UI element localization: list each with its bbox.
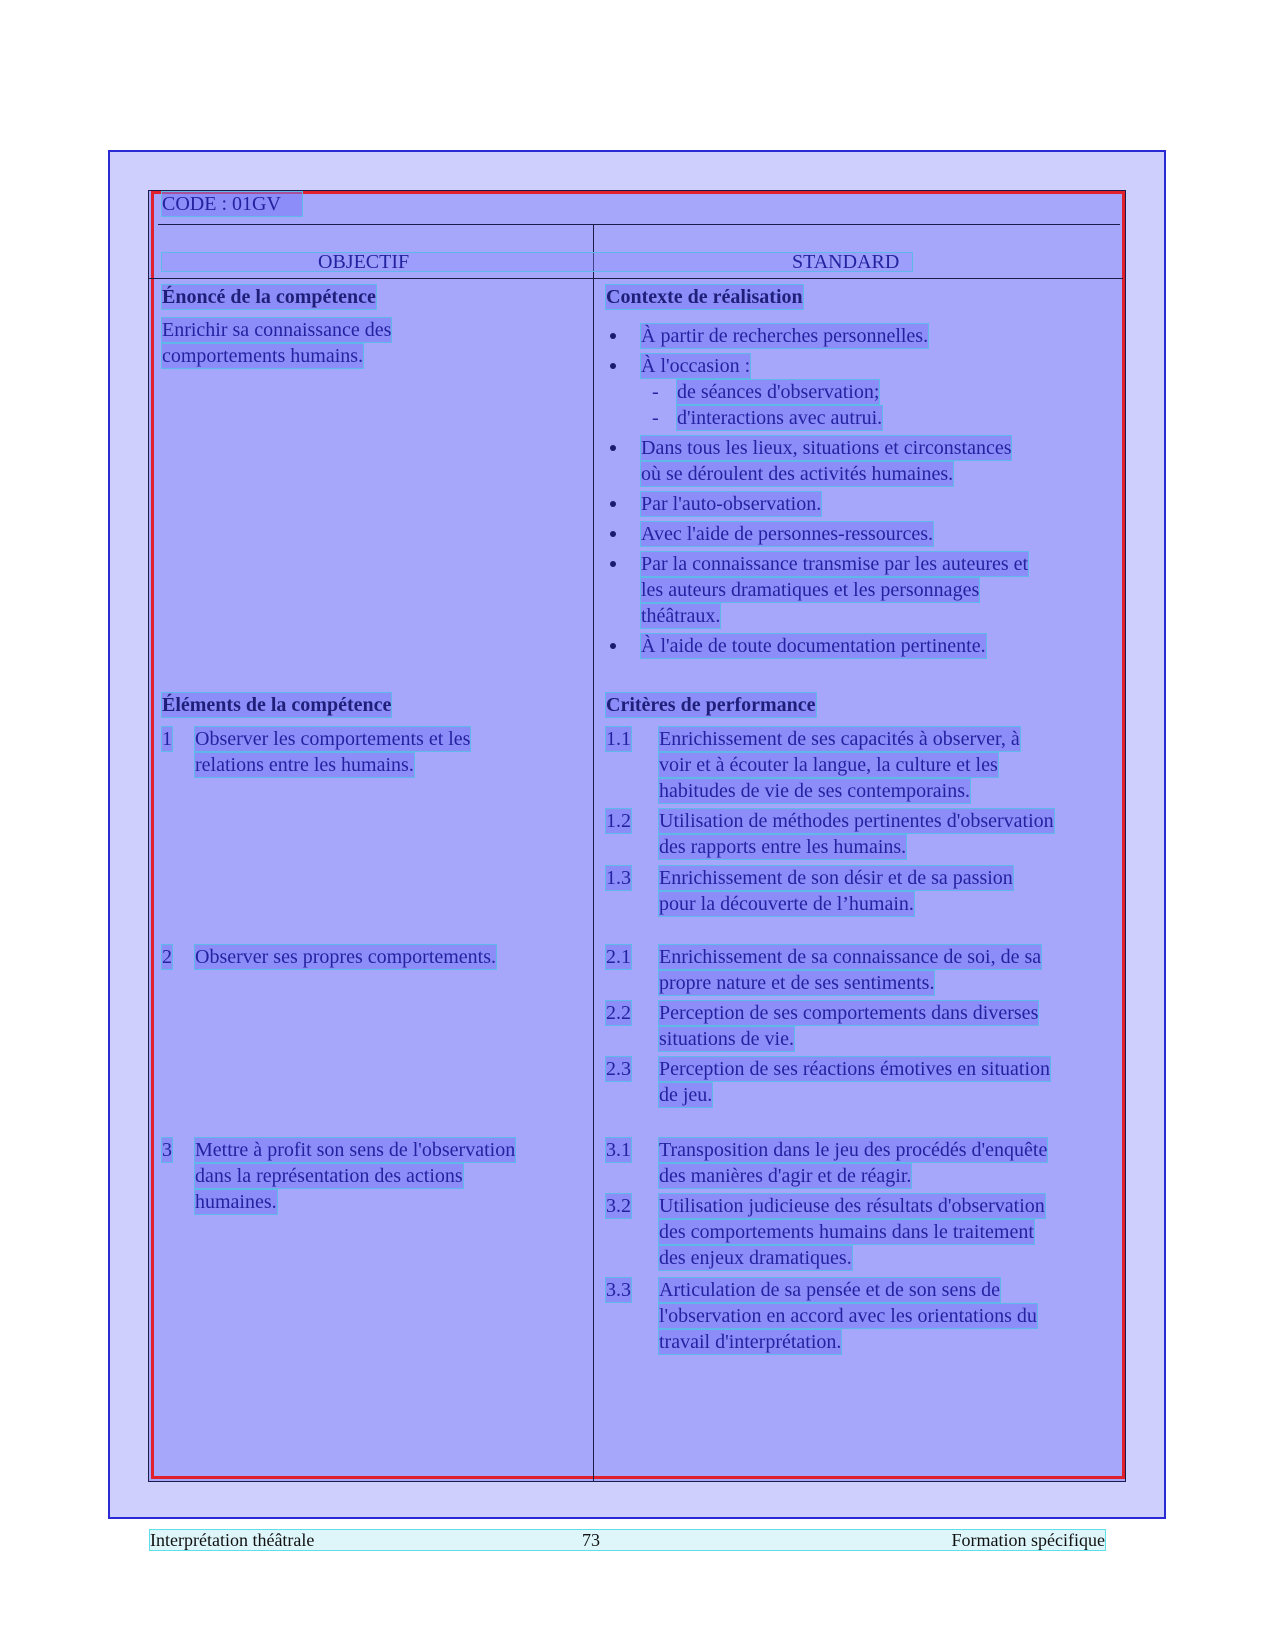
critere-text-line: des rapports entre les humains. <box>659 836 907 858</box>
critere-number: 2.2 <box>606 1002 631 1024</box>
critere-number: 1.1 <box>606 728 631 750</box>
element-text-line: Observer ses propres comportements. <box>195 946 497 968</box>
contexte-bullet-line: Par la connaissance transmise par les auteures et <box>641 553 1029 575</box>
bullet-icon <box>610 643 616 649</box>
critere-number: 1.2 <box>606 810 631 832</box>
rule-under-code <box>158 224 1120 225</box>
critere-text-line: l'observation en accord avec les orientations du <box>659 1305 1037 1327</box>
element-text-line: dans la représentation des actions <box>195 1165 463 1187</box>
dash-icon: - <box>652 407 659 429</box>
critere-text-line: Utilisation de méthodes pertinentes d'observation <box>659 810 1054 832</box>
element-number: 3 <box>162 1139 172 1161</box>
critere-number: 1.3 <box>606 867 631 889</box>
critere-text-line: Transposition dans le jeu des procédés d'enquête <box>659 1139 1048 1161</box>
critere-text-line: situations de vie. <box>659 1028 794 1050</box>
page-footer <box>150 1530 1105 1550</box>
critere-text-line: de jeu. <box>659 1084 713 1106</box>
element-text-line: relations entre les humains. <box>195 754 414 776</box>
contexte-heading: Contexte de réalisation <box>606 286 803 308</box>
critere-number: 3.1 <box>606 1139 631 1161</box>
critere-text-line: Perception de ses comportements dans diverses <box>659 1002 1039 1024</box>
contexte-bullet-line: Par l'auto-observation. <box>641 493 822 515</box>
critere-number: 2.3 <box>606 1058 631 1080</box>
contexte-bullet-line: les auteurs dramatiques et les personnages <box>641 579 980 601</box>
critere-text-line: travail d'interprétation. <box>659 1331 842 1353</box>
critere-text-line: pour la découverte de l’humain. <box>659 893 914 915</box>
contexte-bullet-line: À partir de recherches personnelles. <box>641 325 929 347</box>
critere-text-line: voir et à écouter la langue, la culture et les <box>659 754 998 776</box>
element-text-line: humaines. <box>195 1191 277 1213</box>
footer-program: Interprétation théâtrale <box>150 1530 315 1550</box>
critere-text-line: Enrichissement de sa connaissance de soi, de sa <box>659 946 1042 968</box>
critere-number: 3.2 <box>606 1195 631 1217</box>
element-number: 2 <box>162 946 172 968</box>
criteres-heading: Critères de performance <box>606 694 816 716</box>
rule-under-header <box>148 278 1123 279</box>
enonce-heading: Énoncé de la compétence <box>162 286 376 308</box>
column-header-standard: STANDARD <box>792 251 900 273</box>
footer-page-number: 73 <box>582 1530 600 1550</box>
critere-text-line: des enjeux dramatiques. <box>659 1247 852 1269</box>
bullet-icon <box>610 363 616 369</box>
contexte-bullet-line: théâtraux. <box>641 605 721 627</box>
critere-text-line: des manières d'agir et de réagir. <box>659 1165 912 1187</box>
element-text-line: Mettre à profit son sens de l'observation <box>195 1139 516 1161</box>
bullet-icon <box>610 501 616 507</box>
dash-icon: - <box>652 381 659 403</box>
critere-text-line: habitudes de vie de ses contemporains. <box>659 780 971 802</box>
critere-text-line: propre nature et de ses sentiments. <box>659 972 935 994</box>
contexte-bullet-line: À l'aide de toute documentation pertinente. <box>641 635 986 657</box>
bullet-icon <box>610 333 616 339</box>
contexte-bullet-line: Avec l'aide de personnes-ressources. <box>641 523 934 545</box>
element-text-line: Observer les comportements et les <box>195 728 471 750</box>
critere-text-line: Articulation de sa pensée et de son sens de <box>659 1279 1001 1301</box>
column-header-objectif: OBJECTIF <box>318 251 410 273</box>
column-divider <box>593 224 594 1482</box>
bullet-icon <box>610 531 616 537</box>
critere-number: 3.3 <box>606 1279 631 1301</box>
bullet-icon <box>610 445 616 451</box>
critere-text-line: des comportements humains dans le traitement <box>659 1221 1034 1243</box>
enonce-text-line: comportements humains. <box>162 345 364 367</box>
critere-text-line: Enrichissement de ses capacités à observer, à <box>659 728 1020 750</box>
contexte-bullet-line: Dans tous les lieux, situations et circonstances <box>641 437 1012 459</box>
critere-number: 2.1 <box>606 946 631 968</box>
critere-text-line: Perception de ses réactions émotives en situation <box>659 1058 1051 1080</box>
contexte-dash-line: de séances d'observation; <box>677 381 880 403</box>
enonce-text-line: Enrichir sa connaissance des <box>162 319 392 341</box>
elements-heading: Éléments de la compétence <box>162 694 392 716</box>
contexte-bullet-line: À l'occasion : <box>641 355 751 377</box>
critere-text-line: Utilisation judicieuse des résultats d'observation <box>659 1195 1045 1217</box>
element-number: 1 <box>162 728 172 750</box>
code-label: CODE : 01GV <box>162 192 302 216</box>
critere-text-line: Enrichissement de son désir et de sa passion <box>659 867 1013 889</box>
bullet-icon <box>610 561 616 567</box>
footer-section: Formation spécifique <box>951 1530 1105 1550</box>
contexte-dash-line: d'interactions avec autrui. <box>677 407 883 429</box>
contexte-bullet-line: où se déroulent des activités humaines. <box>641 463 954 485</box>
